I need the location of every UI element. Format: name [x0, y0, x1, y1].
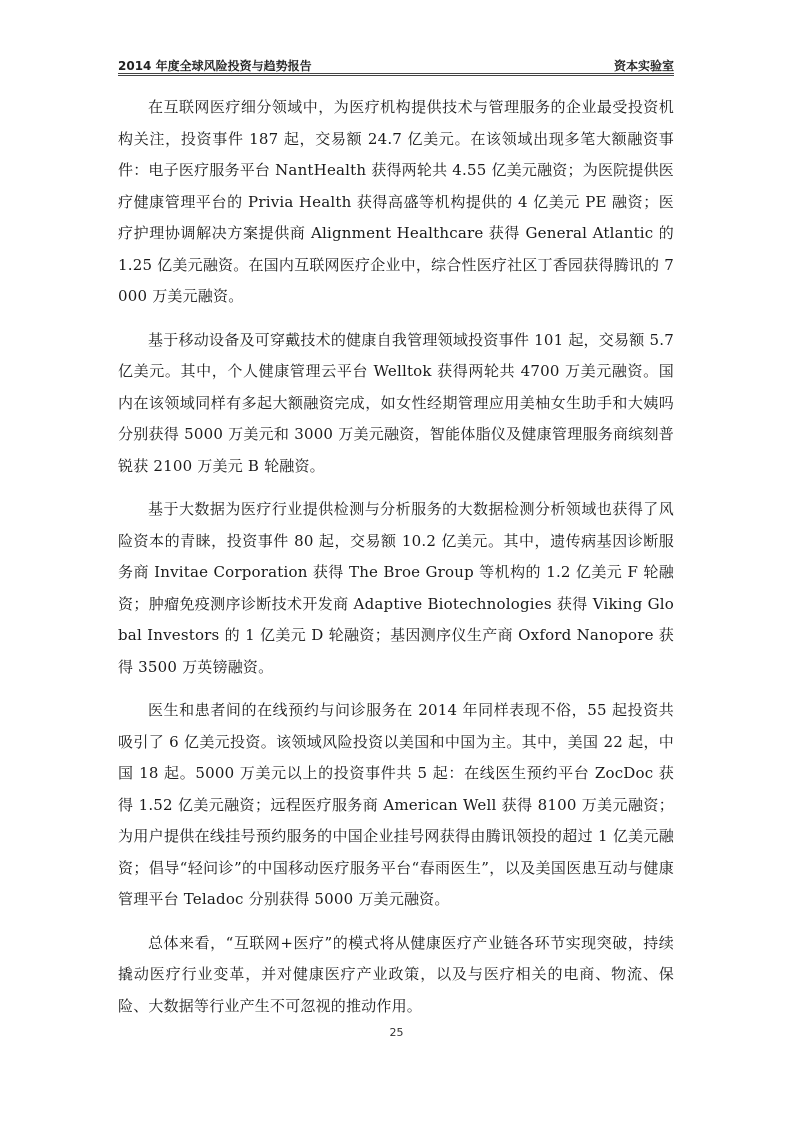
- publisher-name: 资本实验室: [613, 59, 674, 73]
- page-header: [118, 54, 674, 76]
- body-text: [118, 92, 674, 1022]
- paragraph-big-data: 基于大数据为医疗行业提供检测与分析服务的大数据检测分析领域也获得了风险资本的青睐，投资事件 80 起，交易额 10.2 亿美元。其中，遗传病基因诊断服务商 Invitae Corporation 获得 The Broe Group 等机构的 1.2 亿美元 F 轮融资；肿瘤免疫测序诊断技术开发商 Adaptive Biotechnologies 获得 Viking Global Investors 的 1 亿美元 D 轮融资；基因测序仪生产商 Oxford Nanopore 获得 3500 万英镑融资。: [118, 500, 674, 676]
- page-number: 25: [389, 1026, 404, 1039]
- paragraph-online-consultation: 医生和患者间的在线预约与问诊服务在 2014 年同样表现不俗，55 起投资共吸引了 6 亿美元投资。该领域风险投资以美国和中国为主。其中，美国 22 起，中国 18 起。5000 万美元以上的投资事件共 5 起：在线医生预约平台 ZocDoc 获得 1.52 亿美元融资；远程医疗服务商 American Well 获得 8100 万美元融资；为用户提供在线挂号预约服务的中国企业挂号网获得由腾讯领投的超过 1 亿美元融资；倡导“轻问诊”的中国移动医疗服务平台“春雨医生”，以及美国医患互动与健康管理平台 Teladoc 分别获得 5000 万美元融资。: [118, 701, 674, 908]
- paragraph-internet-healthcare: 在互联网医疗细分领域中，为医疗机构提供技术与管理服务的企业最受投资机构关注，投资事件 187 起，交易额 24.7 亿美元。在该领域出现多笔大额融资事件：电子医疗服务平台 NantHealth 获得两轮共 4.55 亿美元融资；为医院提供医疗健康管理平台的 Privia Health 获得高盛等机构提供的 4 亿美元 PE 融资；医疗护理协调解决方案提供商 Alignment Healthcare 获得 General Atlantic 的 1.25 亿美元融资。在国内互联网医疗企业中，综合性医疗社区丁香园获得腾讯的 7000 万美元融资。: [118, 98, 674, 305]
- header-divider: [118, 73, 674, 76]
- report-title: 2014 年度全球风险投资与趋势报告: [118, 59, 312, 73]
- paragraph-mobile-wearables: 基于移动设备及可穿戴技术的健康自我管理领域投资事件 101 起，交易额 5.7 亿美元。其中，个人健康管理云平台 Welltok 获得两轮共 4700 万美元融资。国内在该领域同样有多起大额融资完成，如女性经期管理应用美柚女生助手和大姨吗分别获得 5000 万美元和 3000 万美元融资，智能体脂仪及健康管理服务商缤刻普锐获 2100 万美元 B 轮融资。: [118, 330, 674, 475]
- paragraph-summary: 总体来看，“互联网+医疗”的模式将从健康医疗产业链各环节实现突破，持续撬动医疗行业变革，并对健康医疗产业政策，以及与医疗相关的电商、物流、保险、大数据等行业产生不可忽视的推动作用。: [118, 933, 674, 1015]
